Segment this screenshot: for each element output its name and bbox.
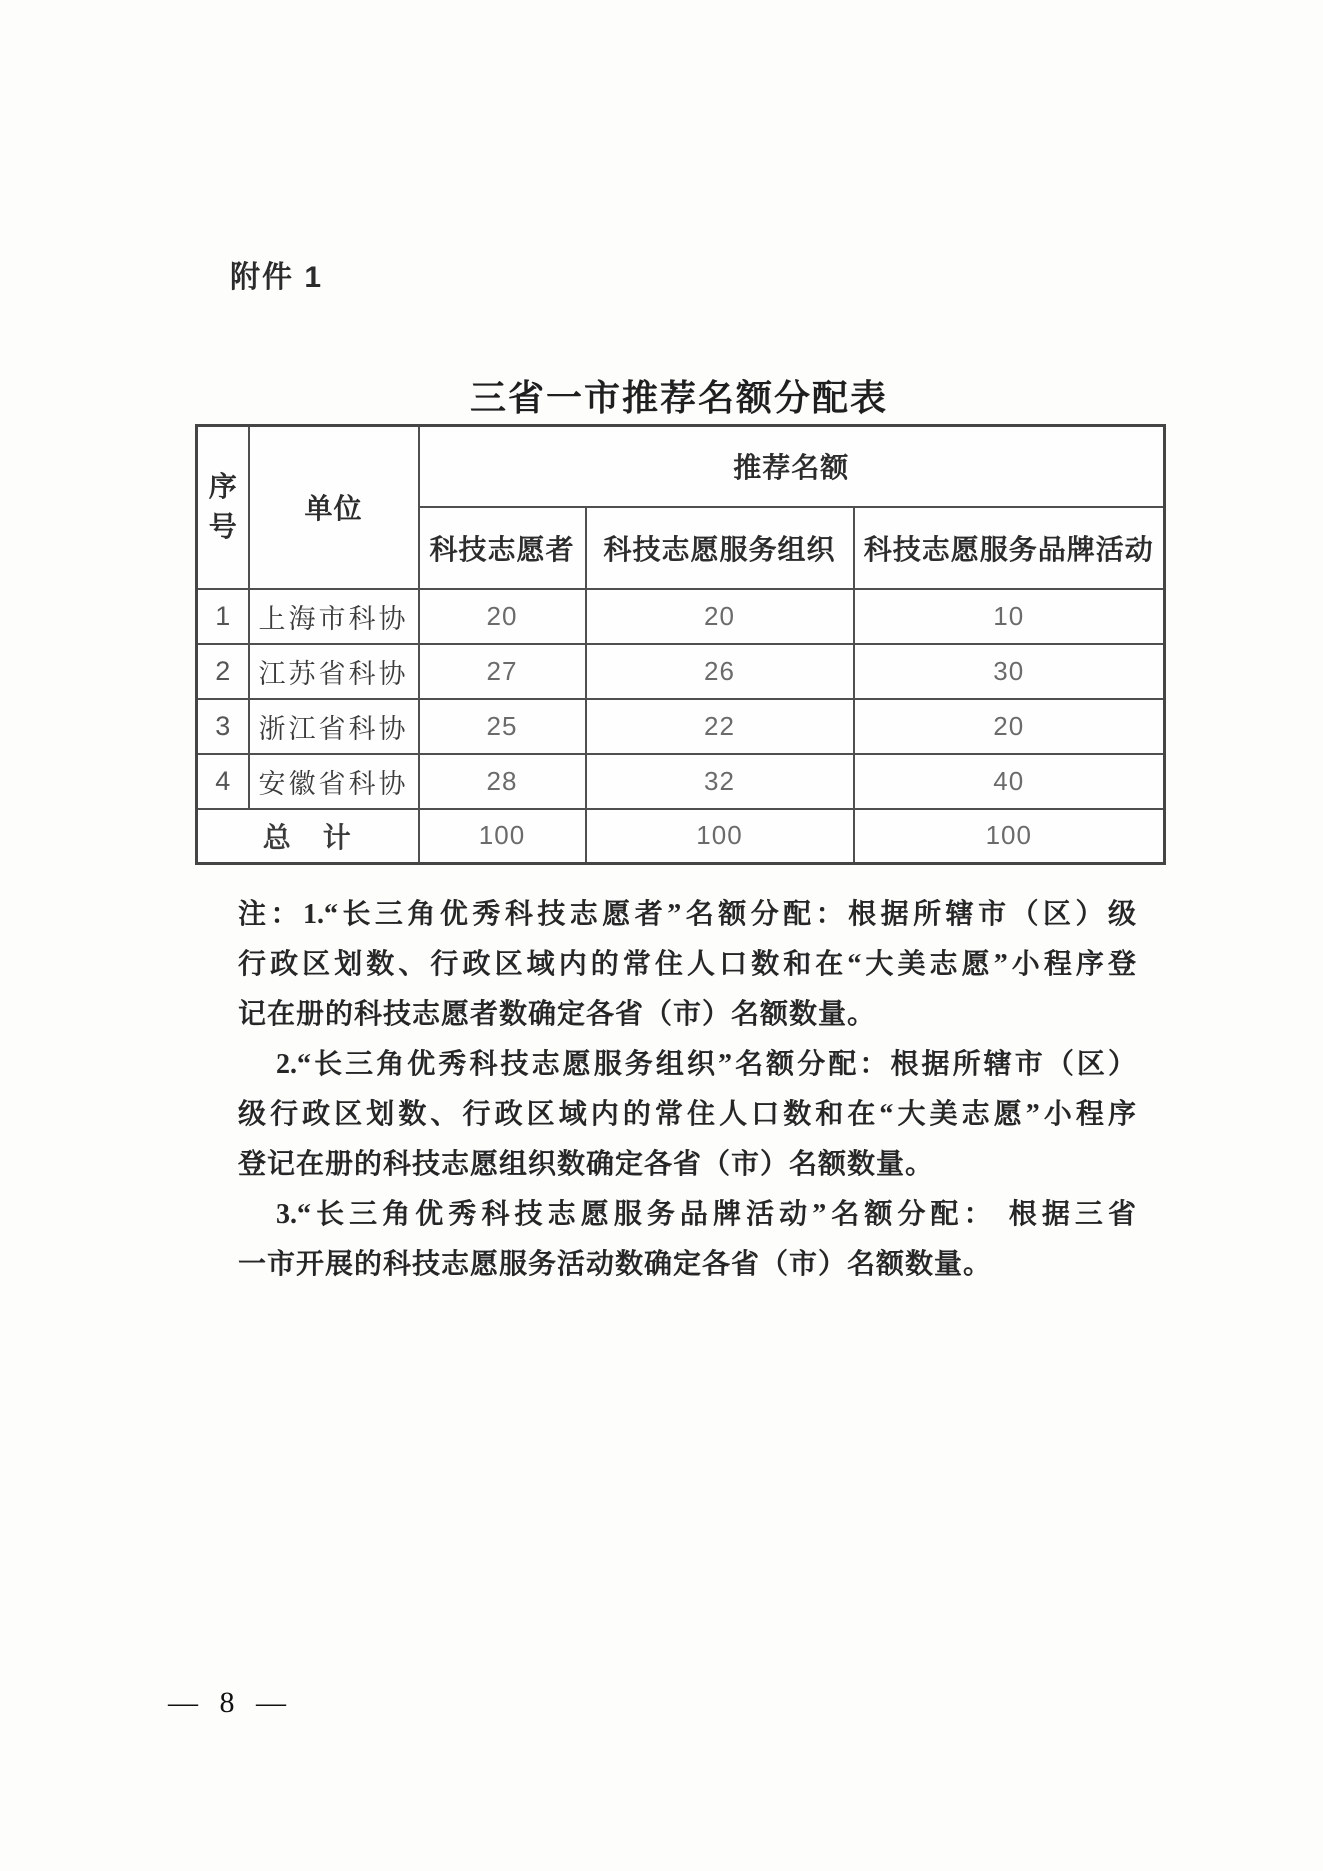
note-line: 3.“长三角优秀科技志愿服务品牌活动”名额分配： 根据三省 [276, 1199, 1136, 1230]
table-title: 三省一市推荐名额分配表 [469, 378, 888, 418]
row-value: 27 [419, 644, 586, 699]
table-row [197, 754, 1165, 809]
row-value: 20 [854, 699, 1165, 754]
note-line: 注：1.“长三角优秀科技志愿者”名额分配：根据所辖市（区）级 [238, 899, 1136, 930]
row-index: 1 [197, 589, 249, 644]
table-row [197, 644, 1165, 699]
col-header-volunteers: 科技志愿者 [419, 507, 586, 589]
note-line: 一市开展的科技志愿服务活动数确定各省（市）名额数量。 [238, 1249, 993, 1280]
table-header-row-group [197, 426, 1165, 507]
table-row [197, 589, 1165, 644]
col-header-quota-group: 推荐名额 [419, 426, 1165, 507]
row-value: 28 [419, 754, 586, 809]
total-value: 100 [419, 809, 586, 864]
row-unit: 上海市科协 [249, 589, 419, 644]
row-value: 20 [586, 589, 854, 644]
col-header-index: 序号 [197, 426, 249, 589]
notes-block [238, 890, 1136, 1290]
col-header-service-orgs: 科技志愿服务组织 [586, 507, 854, 589]
row-unit: 安徽省科协 [249, 754, 419, 809]
col-header-brand-activities: 科技志愿服务品牌活动 [854, 507, 1165, 589]
note-line: 2.“长三角优秀科技志愿服务组织”名额分配：根据所辖市（区） [276, 1049, 1136, 1080]
row-value: 40 [854, 754, 1165, 809]
total-value: 100 [586, 809, 854, 864]
note-line: 行政区划数、行政区域内的常住人口数和在“大美志愿”小程序登 [238, 949, 1136, 980]
note-line: 登记在册的科技志愿组织数确定各省（市）名额数量。 [238, 1149, 935, 1180]
col-header-unit: 单位 [249, 426, 419, 589]
row-index: 2 [197, 644, 249, 699]
row-value: 20 [419, 589, 586, 644]
attachment-label: 附件 1 [230, 261, 324, 294]
note-line: 记在册的科技志愿者数确定各省（市）名额数量。 [238, 999, 877, 1030]
row-index: 3 [197, 699, 249, 754]
row-value: 22 [586, 699, 854, 754]
row-value: 30 [854, 644, 1165, 699]
page-number: — 8 — [168, 1686, 286, 1719]
note-line: 级行政区划数、行政区域内的常住人口数和在“大美志愿”小程序 [238, 1099, 1136, 1130]
total-value: 100 [854, 809, 1165, 864]
row-unit: 江苏省科协 [249, 644, 419, 699]
row-value: 26 [586, 644, 854, 699]
row-index: 4 [197, 754, 249, 809]
row-unit: 浙江省科协 [249, 699, 419, 754]
row-value: 10 [854, 589, 1165, 644]
total-label: 总 计 [197, 809, 419, 864]
row-value: 25 [419, 699, 586, 754]
quota-table [195, 424, 1166, 865]
row-value: 32 [586, 754, 854, 809]
table-total-row [197, 809, 1165, 864]
table-row [197, 699, 1165, 754]
